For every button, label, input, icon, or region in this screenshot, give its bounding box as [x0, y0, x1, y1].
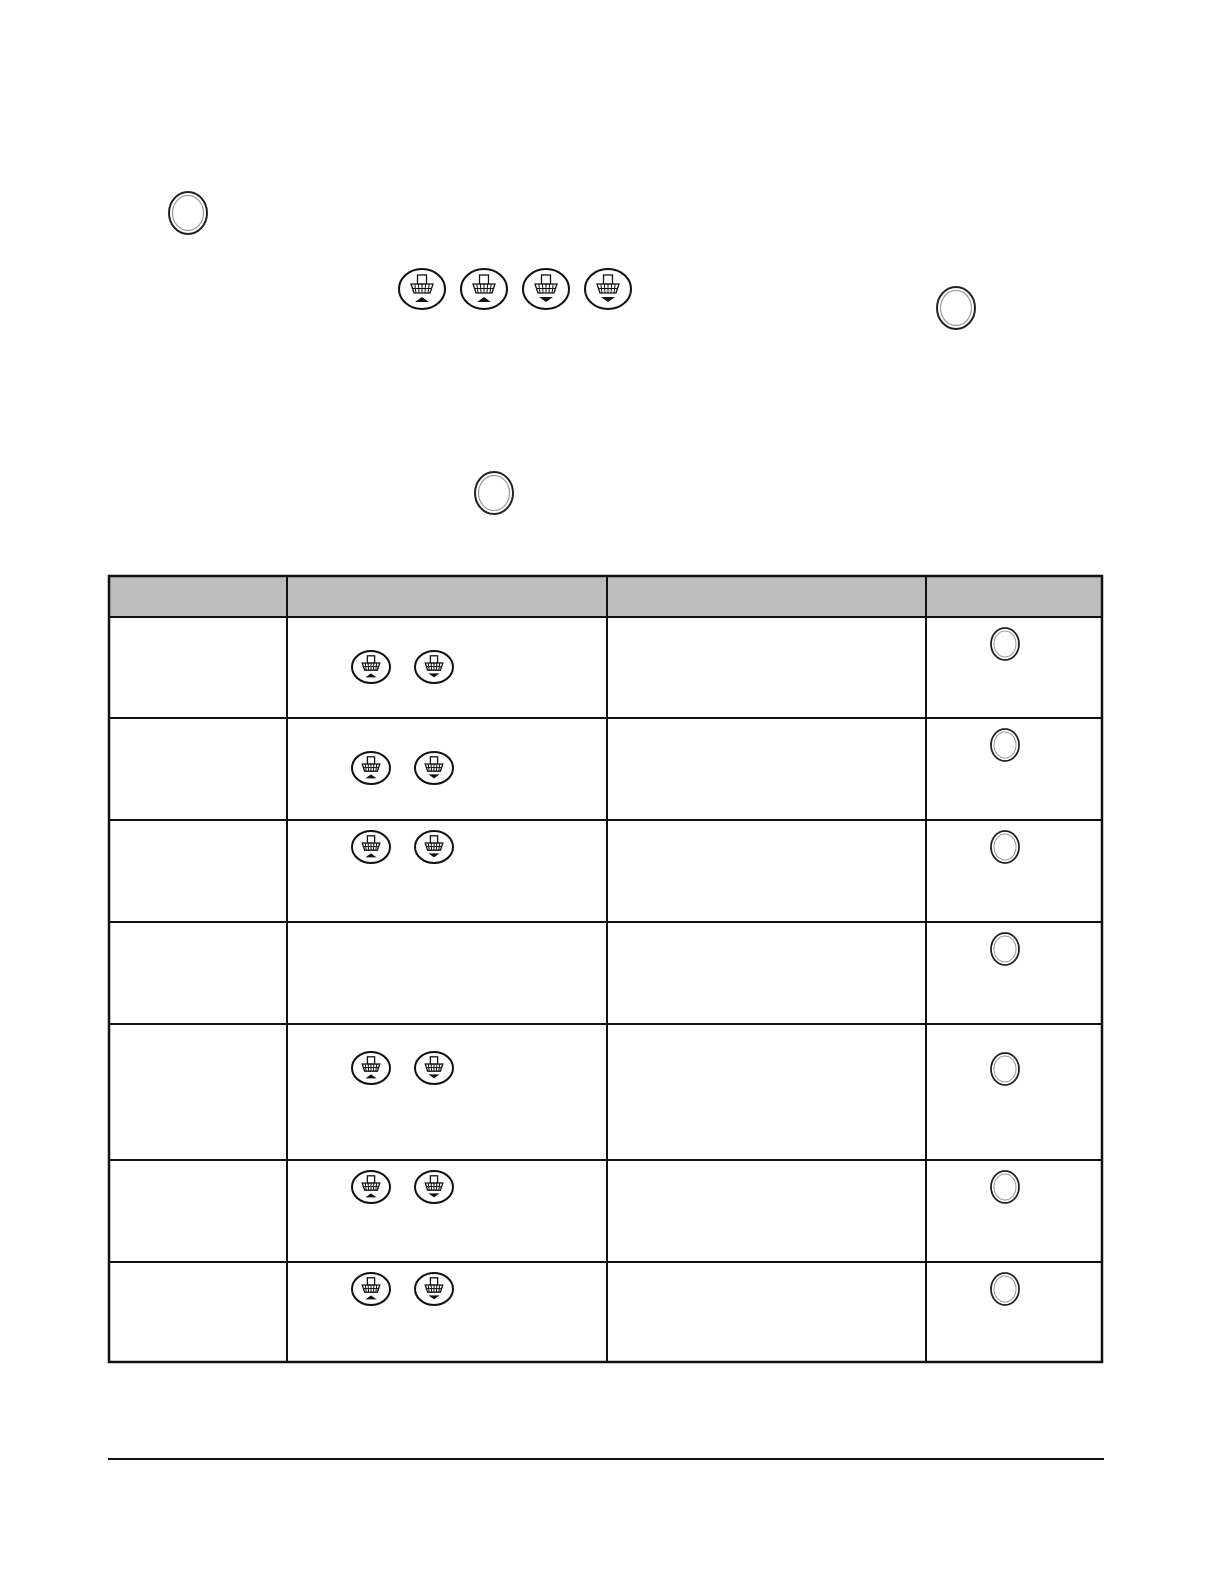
table-header-row [108, 575, 1103, 617]
round-button-icon [991, 933, 1019, 965]
basket-down-button-icon [415, 831, 453, 863]
round-button-icon [936, 286, 976, 330]
basket-down-button-icon [583, 268, 633, 310]
instructions-table [108, 575, 1103, 1363]
basket-down-button-icon [415, 1273, 453, 1305]
basket-up-button-icon [352, 752, 390, 784]
basket-up-button-icon [352, 1052, 390, 1084]
round-button-icon [991, 729, 1019, 761]
basket-up-button-icon [352, 831, 390, 863]
basket-up-button-icon [352, 1273, 390, 1305]
basket-down-button-icon [521, 268, 571, 310]
basket-up-button-icon [352, 651, 390, 683]
basket-up-button-icon [459, 268, 509, 310]
table-row [352, 1052, 1019, 1085]
basket-down-button-icon [415, 651, 453, 683]
round-button-icon [991, 1273, 1019, 1305]
footer-rule [108, 1458, 1104, 1460]
round-button-icon [991, 831, 1019, 863]
round-button-icon [991, 628, 1019, 660]
round-button-icon [474, 471, 514, 515]
basket-down-button-icon [415, 1052, 453, 1084]
table-row [991, 933, 1019, 965]
basket-down-button-icon [415, 752, 453, 784]
table-row [352, 729, 1019, 784]
basket-up-button-icon [397, 268, 447, 310]
round-button-icon [168, 191, 208, 235]
basket-down-button-icon [415, 1171, 453, 1203]
basket-up-button-icon [352, 1171, 390, 1203]
round-button-icon [991, 1053, 1019, 1085]
table-row [352, 628, 1019, 683]
table-row [352, 1171, 1019, 1203]
round-button-icon [991, 1171, 1019, 1203]
table-row [352, 1273, 1019, 1305]
table-row [352, 831, 1019, 863]
